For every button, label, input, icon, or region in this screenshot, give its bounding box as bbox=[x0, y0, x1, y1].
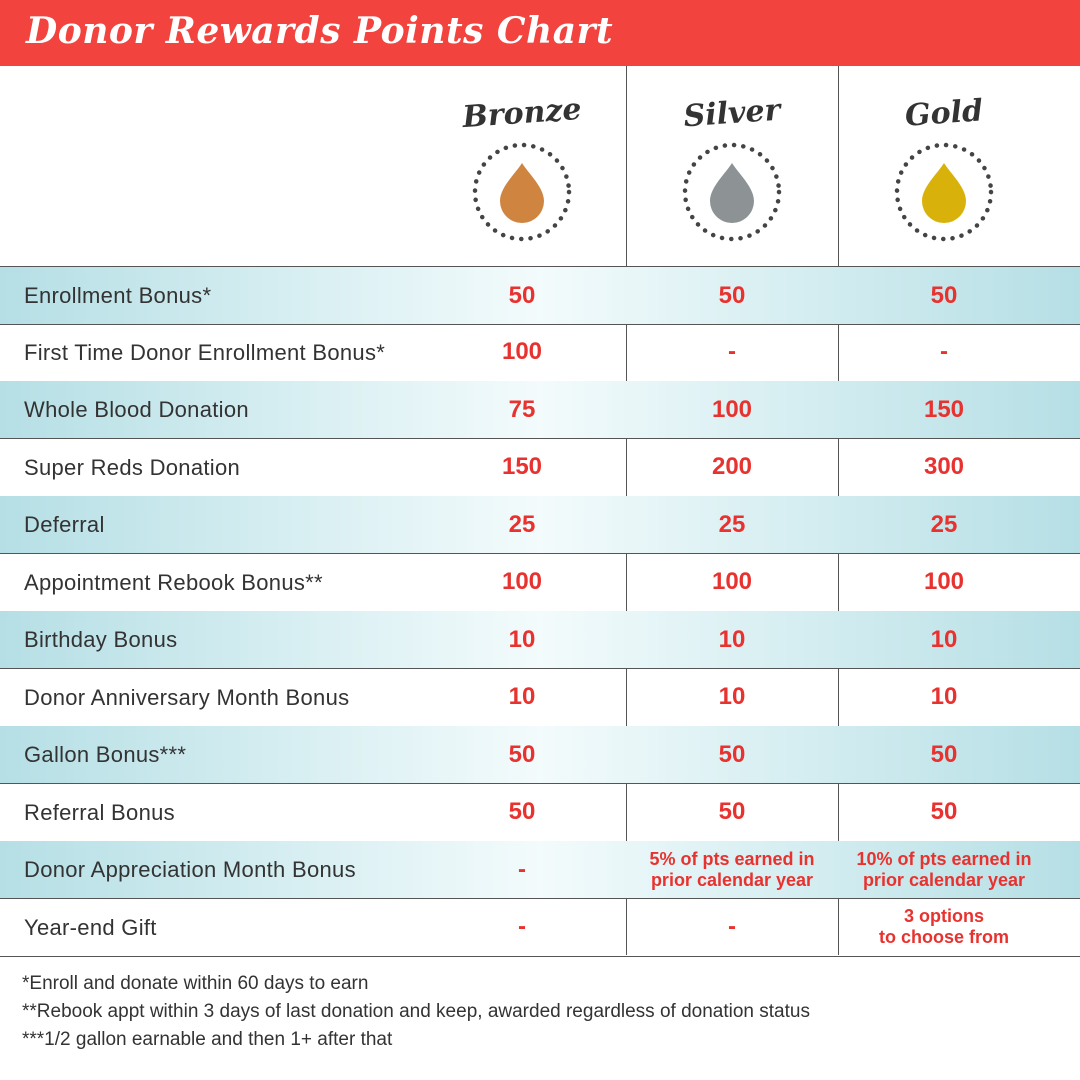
points-value-gold: 10 bbox=[930, 625, 958, 653]
points-value-gold: 25 bbox=[930, 510, 958, 538]
points-value-silver: 100 bbox=[711, 568, 753, 595]
points-value-silver: 50 bbox=[718, 281, 746, 309]
footnote: ***1/2 gallon earnable and then 1+ after that bbox=[22, 1029, 393, 1050]
tier-name: Gold bbox=[903, 93, 985, 134]
points-value-silver: 50 bbox=[718, 798, 746, 825]
header-banner bbox=[0, 0, 1080, 66]
table-row bbox=[0, 669, 1080, 727]
points-value-gold: 300 bbox=[923, 453, 965, 480]
points-value-bronze: 100 bbox=[501, 338, 543, 365]
points-value-gold: 50 bbox=[930, 281, 958, 309]
points-value-bronze: 10 bbox=[508, 625, 536, 653]
points-value-silver: - bbox=[728, 913, 736, 940]
page-title: Donor Rewards Points Chart bbox=[26, 10, 614, 52]
row-label: Donor Appreciation Month Bonus bbox=[24, 857, 356, 882]
points-value-bronze: 75 bbox=[508, 395, 536, 423]
table-row bbox=[0, 726, 1080, 784]
row-label: Enrollment Bonus* bbox=[24, 283, 212, 308]
points-value-silver: 5% of pts earned in prior calendar year bbox=[649, 848, 815, 890]
points-value-gold: 10 bbox=[930, 683, 958, 710]
points-value-bronze: - bbox=[518, 913, 526, 940]
table-row bbox=[0, 266, 1080, 325]
points-value-gold: 50 bbox=[930, 740, 958, 768]
footnote: *Enroll and donate within 60 days to earn bbox=[22, 973, 369, 994]
row-label: Gallon Bonus*** bbox=[24, 742, 187, 767]
table-row bbox=[0, 554, 1080, 612]
row-label: First Time Donor Enrollment Bonus* bbox=[24, 339, 386, 365]
points-value-gold: 100 bbox=[923, 568, 965, 595]
points-value-bronze: 50 bbox=[508, 740, 536, 768]
row-label: Appointment Rebook Bonus** bbox=[24, 569, 323, 595]
row-label: Year-end Gift bbox=[24, 914, 157, 940]
row-label: Super Reds Donation bbox=[24, 454, 241, 480]
tier-header-gold bbox=[839, 93, 1049, 247]
points-value-silver: 100 bbox=[711, 395, 753, 423]
points-value-silver: 50 bbox=[718, 740, 746, 768]
row-label: Whole Blood Donation bbox=[24, 397, 249, 422]
footnotes bbox=[22, 970, 810, 1054]
points-value-silver: 25 bbox=[718, 510, 746, 538]
tier-header-silver bbox=[627, 92, 837, 247]
points-value-gold: 3 options to choose from bbox=[878, 906, 1009, 947]
tier-name: Silver bbox=[682, 92, 782, 135]
table-row bbox=[0, 496, 1080, 554]
blood-drop-icon bbox=[467, 137, 577, 247]
points-value-silver: - bbox=[728, 338, 736, 365]
table-row bbox=[0, 611, 1080, 669]
row-label: Deferral bbox=[24, 512, 105, 537]
points-value-silver: 10 bbox=[718, 683, 746, 710]
tier-header-bronze bbox=[417, 91, 627, 247]
points-value-bronze: 10 bbox=[508, 683, 536, 710]
blood-drop-icon bbox=[677, 137, 787, 247]
points-value-bronze: 150 bbox=[501, 453, 543, 480]
tier-name: Bronze bbox=[461, 91, 583, 136]
table-row bbox=[0, 784, 1080, 842]
table-row bbox=[0, 439, 1080, 497]
points-value-gold: 10% of pts earned in prior calendar year bbox=[856, 848, 1032, 890]
points-value-gold: 150 bbox=[923, 395, 965, 423]
row-label: Donor Anniversary Month Bonus bbox=[24, 684, 350, 710]
blood-drop-icon bbox=[889, 137, 999, 247]
points-value-bronze: 50 bbox=[508, 798, 536, 825]
points-value-silver: 200 bbox=[711, 453, 753, 480]
points-value-gold: - bbox=[940, 338, 948, 365]
row-label: Birthday Bonus bbox=[24, 627, 178, 652]
table-row bbox=[0, 899, 1080, 957]
row-label: Referral Bonus bbox=[24, 799, 175, 825]
table-row bbox=[0, 324, 1080, 382]
points-value-bronze: 25 bbox=[508, 510, 536, 538]
footnote: **Rebook appt within 3 days of last donation and keep, awarded regardless of donation status bbox=[22, 1001, 810, 1022]
points-value-bronze: 100 bbox=[501, 568, 543, 595]
points-value-bronze: 50 bbox=[508, 281, 536, 309]
points-value-bronze: - bbox=[518, 855, 526, 883]
table-row bbox=[0, 841, 1080, 899]
points-value-silver: 10 bbox=[718, 625, 746, 653]
points-value-gold: 50 bbox=[930, 798, 958, 825]
table-row bbox=[0, 381, 1080, 439]
